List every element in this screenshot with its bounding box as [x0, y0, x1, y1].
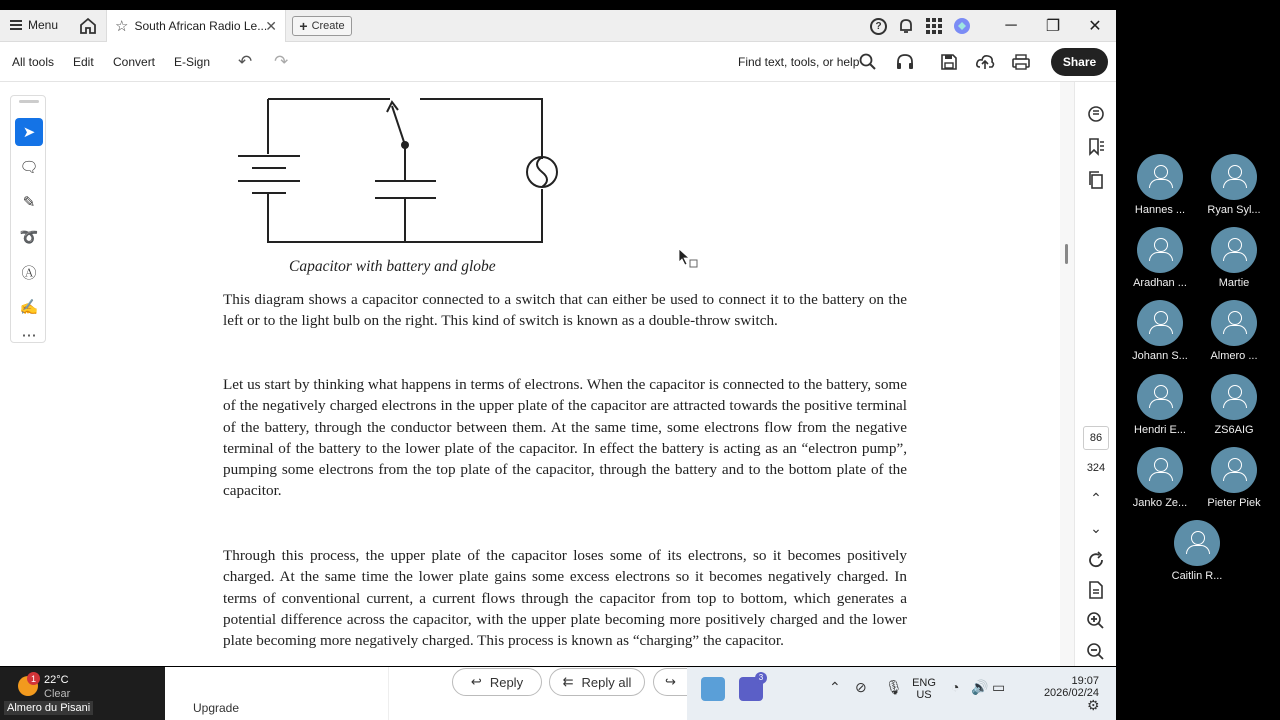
avatar: [1137, 447, 1183, 493]
mouse-cursor-icon: [678, 248, 698, 268]
scroll-thumb[interactable]: [1065, 244, 1068, 264]
text-select-icon[interactable]: Ⓐ: [21, 264, 37, 282]
esign-menu[interactable]: E-Sign: [174, 55, 211, 69]
battery-icon[interactable]: ▭: [992, 679, 1006, 695]
search-icon[interactable]: [858, 52, 878, 72]
language-code: ENG: [912, 677, 936, 689]
capacitor-circuit-diagram: [230, 94, 570, 256]
home-icon[interactable]: [78, 16, 98, 36]
comment-tool-icon[interactable]: 🗨: [19, 159, 39, 176]
clock-time: 19:07: [1071, 675, 1099, 687]
acrobat-window: [0, 10, 1116, 666]
menu-button[interactable]: [10, 18, 58, 32]
email-sidebar: [165, 667, 389, 720]
copy-pages-icon[interactable]: [1086, 170, 1106, 190]
vertical-scrollbar[interactable]: [1060, 82, 1074, 666]
wifi-icon[interactable]: ◔: [951, 679, 960, 695]
participant-tile[interactable]: [1199, 447, 1269, 509]
highlight-pen-icon[interactable]: ✎: [22, 194, 36, 211]
content-area: [0, 82, 1116, 666]
video-off-icon[interactable]: ⊘: [855, 679, 867, 695]
star-icon[interactable]: ☆: [115, 18, 129, 35]
minimize-icon[interactable]: ─: [1005, 17, 1017, 34]
participant-name: Almero ...: [1210, 350, 1258, 362]
window-controls: [990, 10, 1116, 42]
participant-tile[interactable]: [1199, 374, 1269, 436]
page-view-icon[interactable]: [1086, 580, 1106, 600]
reply-label: Reply: [489, 674, 524, 690]
participant-name: Hendri E...: [1134, 424, 1186, 436]
right-rail: [1074, 82, 1116, 666]
microphone-icon[interactable]: 🎙: [885, 679, 903, 695]
refresh-icon[interactable]: [1086, 550, 1106, 570]
volume-icon[interactable]: 🔊: [971, 679, 989, 695]
paragraph-3: Through this process, the upper plate of the capacitor loses some of its electrons, so it becomes positively charged. At the same time the lower plate gains some excess electrons so it becomes negatively charged. In terms of conventional current, a current flows through the capacitor from top to bottom, which generates a potential difference across the capacitor, with the upper plate becoming more positively charged and the lower plate becoming more negatively charged. This process is known as “charging” the capacitor.: [223, 547, 907, 650]
ai-assistant-icon[interactable]: [953, 17, 971, 35]
teams-badge: 3: [755, 672, 767, 684]
participant-tile[interactable]: [1125, 374, 1195, 436]
participant-tile[interactable]: [1125, 447, 1195, 509]
zoom-out-icon[interactable]: [1086, 642, 1106, 662]
paragraph-2: Let us start by thinking what happens in terms of electrons. When the capacitor is connected to the battery, some of the negatively charged electrons in the upper plate of the capacitor are attracted towards the positive terminal of the battery, through the conductor between them. At the same time, some electrons flow from the negative terminal of the battery to the lower plate of the capacitor. In effect the battery is acting as an “electron pump”, pumping some electrons from the top plate of the capacitor, through the battery and to the bottom plate of the capacitor.: [223, 376, 907, 500]
toolbar: [0, 42, 1116, 82]
participant-tile[interactable]: [1199, 227, 1269, 289]
hamburger-icon: [10, 20, 22, 30]
avatar: [1211, 374, 1257, 420]
reply-all-icon: ⇇: [562, 674, 574, 689]
help-icon[interactable]: ?: [870, 18, 887, 35]
reply-button[interactable]: [452, 668, 542, 696]
clock-date: 2026/02/24: [1043, 687, 1099, 699]
plus-icon: +: [299, 18, 308, 34]
participant-tile[interactable]: [1162, 520, 1232, 582]
draw-lasso-icon[interactable]: ➰: [19, 229, 39, 246]
participant-tile[interactable]: [1125, 300, 1195, 362]
quick-tools-panel: [10, 95, 46, 343]
chevron-up-tray-icon[interactable]: ⌃: [829, 679, 841, 695]
save-icon[interactable]: [939, 52, 959, 72]
notifications-icon[interactable]: ⚙: [1087, 697, 1100, 713]
email-reply-strip: [165, 667, 687, 720]
create-button[interactable]: [292, 16, 352, 36]
forward-icon: ↪: [665, 674, 676, 689]
participant-tile[interactable]: [1125, 227, 1195, 289]
restore-icon[interactable]: ❐: [1045, 18, 1061, 35]
all-tools-menu[interactable]: All tools: [12, 55, 55, 69]
keyboard-region: US: [916, 689, 932, 701]
participant-name: Caitlin R...: [1171, 570, 1223, 582]
upgrade-link[interactable]: Upgrade: [193, 701, 240, 715]
title-bar: [0, 10, 1116, 42]
participant-tile[interactable]: [1125, 154, 1195, 216]
upload-cloud-icon[interactable]: [975, 52, 995, 72]
comments-panel-icon[interactable]: [1086, 104, 1106, 124]
chevron-up-icon[interactable]: ⌃: [1090, 489, 1102, 506]
forward-button[interactable]: [653, 668, 687, 696]
avatar: [1137, 374, 1183, 420]
participant-name: Hannes ...: [1134, 204, 1186, 216]
redo-icon[interactable]: ↷: [274, 52, 289, 71]
apps-grid-icon[interactable]: [925, 17, 943, 35]
undo-icon[interactable]: ↶: [238, 52, 253, 71]
taskbar: [687, 667, 1116, 720]
notification-badge: 1: [27, 672, 40, 685]
close-tab-icon[interactable]: ✕: [265, 18, 277, 34]
avatar: [1137, 154, 1183, 200]
title-icons: [870, 17, 971, 35]
select-tool-icon[interactable]: ➤: [15, 118, 43, 146]
clock[interactable]: [1019, 675, 1099, 699]
avatar: [1211, 447, 1257, 493]
participant-name: Ryan Syl...: [1207, 204, 1261, 216]
tab-title: South African Radio Le...: [134, 19, 268, 33]
participant-name: Johann S...: [1132, 350, 1188, 362]
participant-name: ZS6AIG: [1214, 424, 1254, 436]
reply-all-label: Reply all: [581, 674, 632, 690]
avatar: [1137, 300, 1183, 346]
participant-name: Martie: [1218, 277, 1250, 289]
reply-all-button[interactable]: [549, 668, 645, 696]
participant-tile[interactable]: [1199, 154, 1269, 216]
current-page-field[interactable]: 86: [1083, 426, 1109, 450]
pdf-page: [56, 82, 1060, 666]
edit-menu[interactable]: Edit: [73, 55, 94, 69]
participant-name: Janko Ze...: [1132, 497, 1188, 509]
menu-label: Menu: [28, 18, 59, 32]
calculator-app-icon[interactable]: [701, 677, 725, 701]
temperature: 22°C: [44, 674, 69, 686]
participant-name: Aradhan ...: [1133, 277, 1187, 289]
avatar: [1211, 154, 1257, 200]
share-button[interactable]: Share: [1051, 48, 1108, 76]
tab-document[interactable]: [106, 10, 286, 42]
figure-caption: Capacitor with battery and globe: [289, 258, 496, 275]
find-field[interactable]: Find text, tools, or help: [738, 55, 860, 69]
reply-icon: ↩: [470, 674, 482, 689]
paragraph-1: This diagram shows a capacitor connected to a switch that can either be used to connect it to the battery on the left or to the light bulb on the right. This kind of switch is known as a double-throw switch.: [223, 291, 907, 330]
panel-grip[interactable]: [19, 100, 39, 103]
avatar: [1211, 300, 1257, 346]
more-tools-icon[interactable]: ⋯: [21, 327, 37, 344]
avatar: [1174, 520, 1220, 566]
close-window-icon[interactable]: ✕: [1088, 18, 1102, 35]
headphones-icon[interactable]: [895, 52, 915, 72]
avatar: [1211, 227, 1257, 273]
print-icon[interactable]: [1011, 52, 1031, 72]
sign-tool-icon[interactable]: ✍: [19, 299, 39, 316]
bookmark-icon[interactable]: [1086, 137, 1106, 157]
convert-menu[interactable]: Convert: [113, 55, 156, 69]
language-indicator[interactable]: [911, 677, 937, 701]
create-label: Create: [311, 20, 345, 32]
bell-icon[interactable]: [897, 17, 915, 35]
chevron-down-icon[interactable]: ⌄: [1090, 519, 1102, 536]
avatar: [1137, 227, 1183, 273]
caller-name-label: Almero du Pisani: [4, 701, 93, 715]
zoom-in-icon[interactable]: [1086, 611, 1106, 631]
participant-tile[interactable]: [1199, 300, 1269, 362]
participant-name: Pieter Piek: [1207, 497, 1261, 509]
total-pages: 324: [1086, 462, 1106, 474]
weather-condition: Clear: [44, 688, 71, 700]
